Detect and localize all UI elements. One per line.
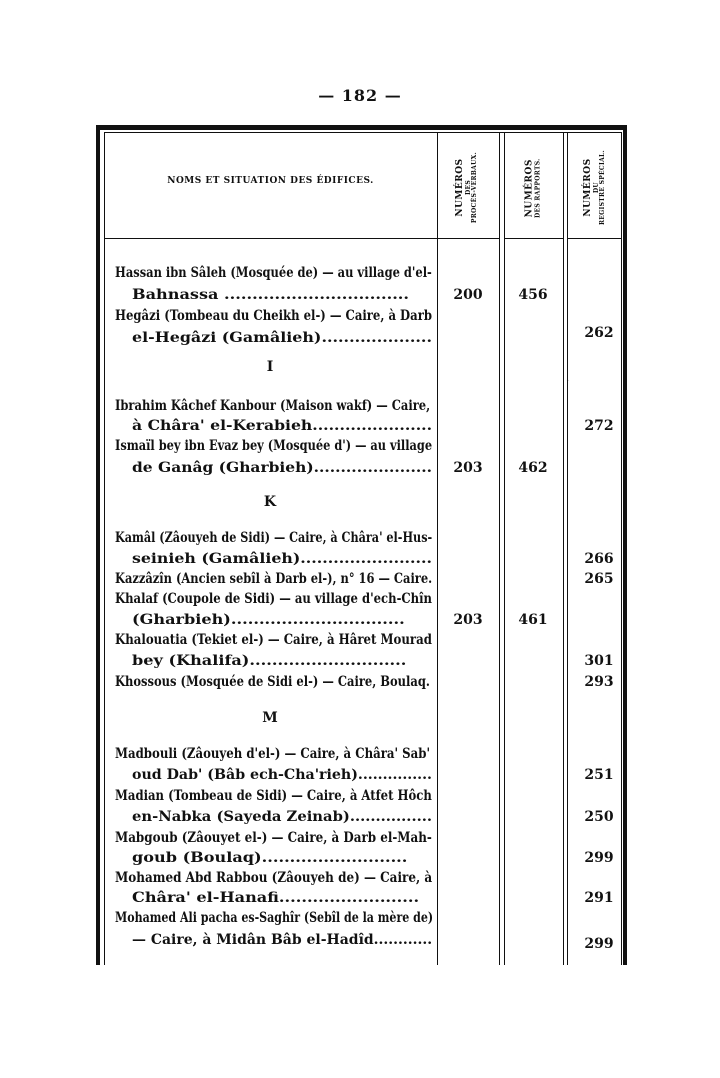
entry-line: Kamâl (Zâouyeh de Sidi) — Caire, à Châra' el-Hus- [115, 530, 433, 546]
header-rule-pv [437, 238, 499, 239]
entry-line: goub (Boulaq).......................... [132, 850, 408, 866]
registre-number: 265 [584, 571, 614, 587]
column-header-proces-verbaux [438, 140, 498, 236]
entry-line: oud Dab' (Bâb ech-Cha'rieh)............... [132, 767, 433, 783]
registre-number: 262 [584, 325, 614, 341]
registre-number: 299 [584, 850, 614, 866]
entry-line: Mohamed Ali pacha es-Saghîr (Sebîl de la mère de) [115, 910, 434, 926]
header-registre-small2: REGISTRE SPÉCIAL. [598, 150, 606, 226]
rapport-number: 461 [518, 612, 548, 628]
print-mark: · [566, 376, 570, 387]
entry-line: (Gharbieh)............................... [132, 612, 405, 628]
registre-number: 272 [584, 418, 614, 434]
column-header-names: NOMS ET SITUATION DES ÉDIFICES. [167, 176, 374, 186]
section-letter-m: M [262, 710, 278, 726]
frame-inner-top [104, 132, 622, 133]
entry-line: de Ganâg (Gharbieh)...................... [132, 460, 433, 476]
header-rapports-small1: DES RAPPORTS. [534, 158, 542, 218]
entry-line: Khalaf (Coupole de Sidi) — au village d'ech-Chîn [115, 591, 432, 607]
header-pv-small2: PROCÈS-VERBAUX. [471, 152, 479, 224]
column-divider-1 [437, 132, 438, 965]
header-rule-names [104, 238, 437, 239]
entry-line: à Châra' el-Kerabieh...................... [132, 418, 433, 434]
entry-line: Mohamed Abd Rabbou (Zâouyeh de) — Caire, à [115, 870, 433, 886]
section-letter-k: K [263, 494, 277, 510]
registre-number: 250 [584, 809, 614, 825]
column-header-rapports [504, 140, 564, 236]
entry-line: Bahnassa ................................. [132, 287, 410, 303]
entry-line: en-Nabka (Sayeda Zeinab)................ [132, 809, 432, 825]
pv-number: 200 [453, 287, 483, 303]
header-pv-big: NUMÉROS [455, 158, 466, 218]
column-divider-2 [499, 132, 500, 965]
header-rule-rapports [504, 238, 563, 239]
entry-line: Madbouli (Zâouyeh d'el-) — Caire, à Châra' Sab' [115, 746, 431, 762]
entry-line: Hegâzi (Tombeau du Cheikh el-) — Caire, à Darb [115, 308, 432, 324]
registre-number: 293 [584, 674, 614, 690]
column-divider-3 [563, 132, 564, 965]
registre-number: 301 [584, 653, 614, 669]
header-registre-small1: DU [592, 182, 600, 194]
column-header-registre [565, 140, 625, 236]
column-divider-3b [567, 132, 568, 965]
rapport-number: 462 [518, 460, 548, 476]
section-letter-i: I [266, 359, 274, 375]
entry-line: Khalouatia (Tekiet el-) — Caire, à Hâret Mourad [115, 632, 432, 648]
rapport-number: 456 [518, 287, 548, 303]
entry-line: — Caire, à Midân Bâb el-Hadîd............ [132, 932, 433, 948]
entry-line: Ismaïl bey ibn Evaz bey (Mosquée d') — au village [115, 438, 433, 454]
header-pv-small1: DES [465, 180, 473, 196]
pv-number: 203 [453, 612, 483, 628]
page-number: — 182 — [318, 86, 402, 105]
entry-line: Hassan ibn Sâleh (Mosquée de) — au village d'el- [115, 265, 432, 281]
entry-line: bey (Khalifa)............................ [132, 653, 407, 669]
entry-line: seinieh (Gamâlieh)........................ [132, 551, 433, 567]
entry-line: Châra' el-Hanafi......................... [132, 890, 420, 906]
registre-number: 266 [584, 551, 614, 567]
entry-line: Khossous (Mosquée de Sidi el-) — Caire, Boulaq. [115, 674, 430, 690]
registre-number: 251 [584, 767, 614, 783]
frame-inner-right [621, 132, 622, 965]
entry-line: Madian (Tombeau de Sidi) — Caire, à Atfet Hôch [115, 788, 432, 804]
header-rapports-big: NUMÉROS [524, 158, 535, 218]
registre-number: 291 [584, 890, 614, 906]
registre-number: 299 [584, 936, 614, 952]
entry-line: Ibrahim Kâchef Kanbour (Maison wakf) — Caire, [115, 398, 431, 414]
pv-number: 203 [453, 460, 483, 476]
frame-inner-left [104, 132, 105, 965]
header-registre-big: NUMÉROS [582, 158, 593, 218]
entry-line: el-Hegâzi (Gamâlieh).................... [132, 330, 432, 346]
header-rule-registre [567, 238, 621, 239]
entry-line: Kazzâzîn (Ancien sebîl à Darb el-), n° 16 — Caire. [115, 571, 433, 587]
column-divider-2b [504, 132, 505, 965]
entry-line: Mabgoub (Zâouyet el-) — Caire, à Darb el-Mah- [115, 830, 432, 846]
